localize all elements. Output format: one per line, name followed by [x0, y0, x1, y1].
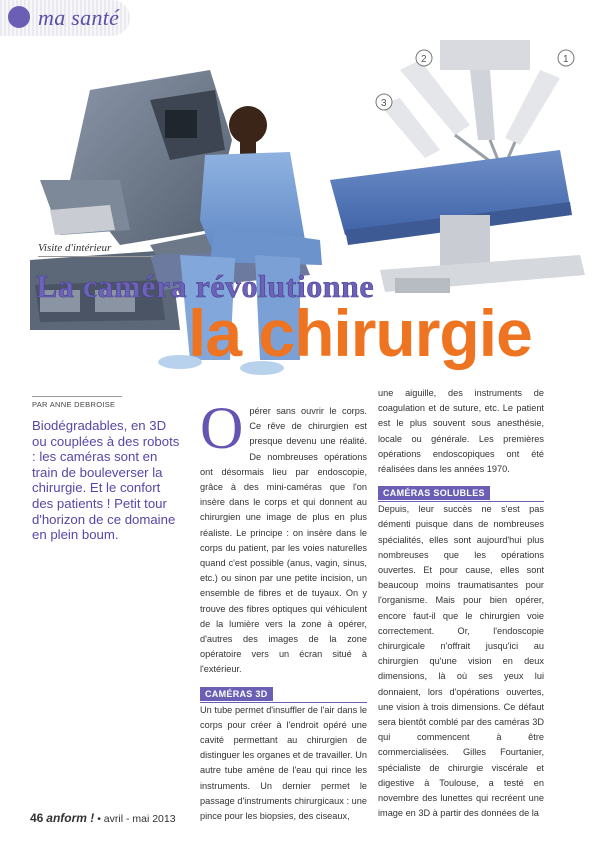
magazine-name: anform !	[46, 811, 95, 825]
section-title: ma santé	[38, 5, 120, 30]
body-paragraph-continued: une aiguille, des instruments de coagulation et de suture, etc. Le patient est le plus souvent sous anesthésie, locale ou générale. Les premières opérations endoscopiques ont été réalisées dans les années 1970.	[378, 388, 544, 475]
byline: PAR ANNE DEBROISE	[32, 400, 116, 409]
robot-arm-label-2: 2	[421, 54, 427, 65]
section-heading-label: CAMÉRAS SOLUBLES	[378, 486, 490, 500]
article-standfirst: Biodégradables, en 3D ou couplées à des robots : les caméras sont en train de bouleverser la chirurgie. Et le confort des patients ! Petit tour d'horizon de ce domaine en plein boum.	[32, 418, 180, 543]
section-heading-cameras-solubles	[378, 477, 544, 502]
drop-cap: O	[200, 395, 244, 461]
page-footer	[30, 811, 176, 825]
article-kicker: Visite d'intérieur	[38, 242, 153, 257]
body-paragraph-intro: pérer sans ouvrir le corps. Ce rêve de chirurgien est presque devenu une réalité. De nombreuses opérations ont désormais lieu par endoscopie, grâce à des mini-caméras que l'on insère dans le corps et qui donnent au chirurgien une image de plus en plus réaliste. Le principe : on insère dans le corps du patient, par les voies naturelles quand c'est possible (anus, vagin, sinus, etc.) ou sinon par une petite incision, un ensemble de fibres et de tuyaux. On y trouve des fibres optiques qui véhiculent de la lumière vers la zone à opérer, d'autres des images de la zone opératoire vers un écran situé à l'extérieur.	[200, 406, 367, 675]
robot-arm-label-3: 3	[381, 98, 387, 109]
page-number: 46	[30, 811, 44, 825]
robot-arm-label-1: 1	[563, 54, 569, 65]
surgical-robot	[376, 40, 574, 165]
body-paragraph-cameras-solubles: Depuis, leur succès ne s'est pas démenti puisque dans de nombreuses spécialités, elles sont aujourd'hui plus nombreuses que les opérations ouvertes. Et pour cause, elles sont beaucoup moins traumatisantes pour l'organisme. Mais pour bien opérer, encore faut-il que le chirurgien voie correctement. Or, l'endoscopie chirurgicale n'offrait jusqu'ici au chirurgien qu'une vision en deux dimensions, là où ses yeux lui donnaient, lors d'opérations ouvertes, une vision à trois dimensions. Ce défaut sera bientôt comblé par des caméras 3D qui commencent à être commercialisées. Gilles Fourtanier, spécialiste de chirurgie viscérale et digestive à Toulouse, a testé en novembre des lunettes qui recréent une image en 3D à partir des données de la	[378, 504, 544, 819]
section-dot-icon	[8, 6, 30, 28]
byline-divider	[32, 396, 122, 397]
body-column-2	[378, 386, 544, 821]
body-paragraph-cameras-3d: Un tube permet d'insuffler de l'air dans le corps pour créer à l'endroit opéré une cavité permettant au chirurgien de distinguer les organes et de travailler. Un autre tube amène de l'eau qui rince les instruments. Un dernier permet le passage d'instruments chirurgicaux : une pince pour les biopsies, des ciseaux,	[200, 704, 367, 822]
article-title-line1: La caméra révolutionne	[36, 268, 375, 304]
article-title-line2: la chirurgie	[188, 296, 532, 370]
issue-date: • avril - mai 2013	[97, 813, 176, 825]
section-heading-label: CAMÉRAS 3D	[200, 687, 273, 701]
section-heading-cameras-3d	[200, 678, 367, 703]
body-column-1	[200, 395, 367, 824]
